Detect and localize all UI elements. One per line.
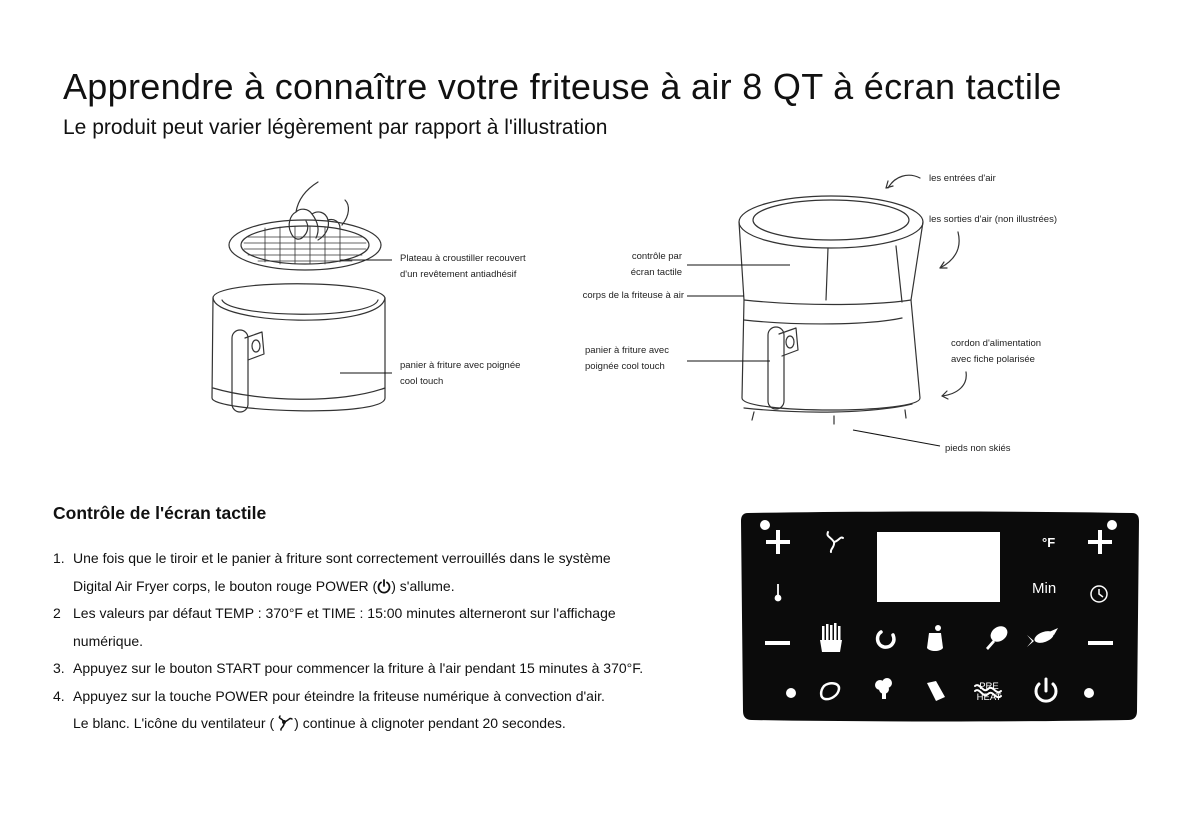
section-title: Contrôle de l'écran tactile (53, 503, 267, 523)
label-feet: pieds non skiés (945, 443, 1011, 454)
fries-icon[interactable] (820, 623, 842, 652)
label-power-cord: cordon d'alimentation avec fiche polarisée (951, 338, 1042, 365)
min-label[interactable]: Min (1032, 580, 1057, 597)
basket-illustration (212, 284, 385, 412)
unit-label[interactable]: °F (1042, 535, 1056, 550)
list-item: 4. Appuyez sur la touche POWER pour éteindre la friteuse numérique à convection d'air. Le blanc. L'icône du ventilateur ( ) continue à clignoter pendant 20 secondes. (53, 687, 605, 731)
preheat-label[interactable]: PRE (979, 681, 999, 692)
fan-icon (274, 714, 294, 731)
minus-icon[interactable] (765, 641, 790, 645)
instruction-list (53, 545, 743, 738)
digital-display (877, 532, 1000, 602)
touch-control-panel (740, 511, 1140, 723)
indicator-dot (1084, 688, 1094, 698)
list-item: 1. Une fois que le tiroir et le panier à friture sont correctement verrouillés dans le système Digital Air Fryer corps, le bouton rouge POWER ( ) s'allume. (53, 550, 611, 594)
indicator-dot (786, 688, 796, 698)
preheat-label[interactable]: HEAT (976, 692, 1002, 703)
label-air-outlets: les sorties d'air (non illustrées) (929, 214, 1057, 225)
indicator-dot (1107, 520, 1117, 530)
page-title: Apprendre à connaître votre friteuse à air 8 QT à écran tactile (63, 66, 1062, 107)
label-crisper-tray: Plateau à croustiller recouvert d'un revêtement antiadhésif (400, 253, 526, 280)
list-item: 3. Appuyez sur le bouton START pour commencer la friture à l'air pendant 15 minutes à 370°F. (53, 660, 644, 676)
label-touch-control: contrôle par écran tactile (630, 251, 682, 278)
list-item: 2 Les valeurs par défaut TEMP : 370°F et TIME : 15:00 minutes alterneront sur l'affichage numérique. (53, 605, 616, 649)
label-basket-right: panier à friture avec poignée cool touch (585, 345, 669, 372)
label-air-inlets: les entrées d'air (929, 173, 996, 184)
feet-leader-line (853, 430, 940, 446)
hand-illustration (289, 182, 348, 240)
minus-icon[interactable] (1088, 641, 1113, 645)
power-icon (377, 579, 391, 594)
page-subtitle: Le produit peut varier légèrement par rapport à l'illustration (63, 116, 608, 139)
air-outlet-arrow (940, 232, 959, 268)
label-body: corps de la friteuse à air (582, 290, 684, 301)
air-fryer-illustration (739, 196, 923, 424)
label-basket-left: panier à friture avec poignée cool touch (400, 360, 521, 387)
crisper-tray (229, 220, 381, 270)
indicator-dot (760, 520, 770, 530)
